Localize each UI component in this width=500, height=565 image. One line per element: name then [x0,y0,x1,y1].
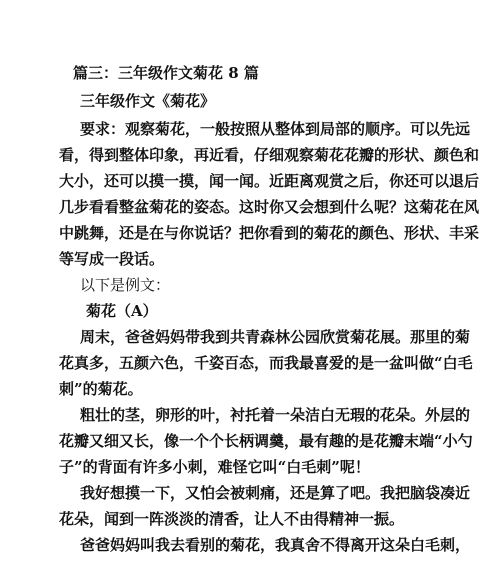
body-line: 花朵，闻到一阵淡淡的清香，让人不由得精神一振。 [59,510,405,528]
body-line: 要求：观察菊花，一般按照从整体到局部的顺序。可以先远 [80,120,471,138]
example-label: 以下是例文： [80,276,171,294]
body-line: 粗壮的茎，卵形的叶，衬托着一朵洁白无瑕的花朵。外层的 [80,406,471,424]
example-title: 菊花（A） [86,302,158,320]
essay-title: 三年级作文《菊花》 [80,92,216,110]
body-line: 看，得到整体印象，再近看，仔细观察菊花花瓣的形状、颜色和 [59,146,480,164]
body-line: 花瓣又细又长，像一个个长柄调羹，最有趣的是花瓣末端“小勺 [59,432,473,450]
body-line: 我好想摸一下，又怕会被刺痛，还是算了吧。我把脑袋凑近 [80,484,471,502]
body-line: 大小，还可以摸一摸，闻一闻。近距离观赏之后，你还可以退后 [59,172,480,190]
body-line: 中跳舞，还是在与你说话？把你看到的菊花的颜色、形状、丰采 [59,224,480,242]
body-line: 周末，爸爸妈妈带我到共青森林公园欣赏菊花展。那里的菊 [80,328,471,346]
body-line: 几步看看整盆菊花的姿态。这时你又会想到什么呢？这菊花在风 [59,198,480,216]
body-line: 刺”的菊花。 [59,380,143,398]
body-line: 等写成一段话。 [59,250,165,268]
body-line: 子”的背面有许多小刺，难怪它叫“白毛刺”呢！ [59,458,370,476]
body-line: 爸爸妈妈叫我去看别的菊花，我真舍不得离开这朵白毛刺， [80,536,471,554]
section-heading: 篇三：三年级作文菊花 8 篇 [73,64,259,82]
body-line: 花真多，五颜六色，千姿百态，而我最喜爱的是一盆叫做“白毛 [59,354,473,372]
